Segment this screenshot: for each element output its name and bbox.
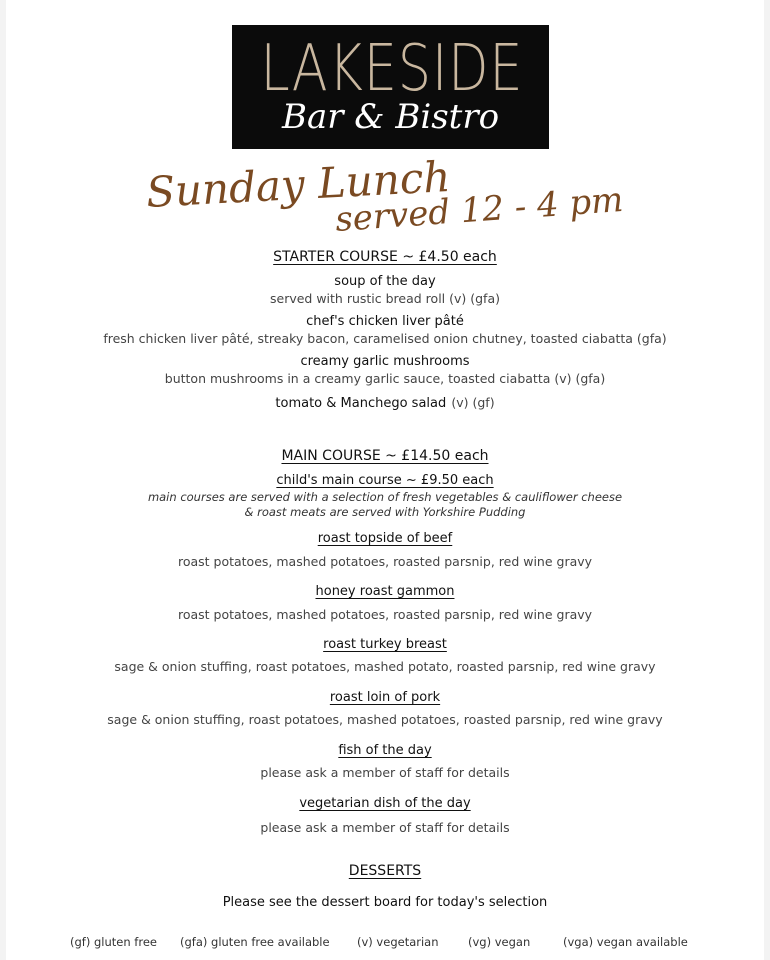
main-item-name: honey roast gammon xyxy=(315,584,455,599)
starter-item-desc: button mushrooms in a creamy garlic sauce, toasted ciabatta (v) (gfa) xyxy=(164,371,606,386)
legend-vegan-available: (vga) vegan available xyxy=(563,935,688,949)
starter-item-tags: (v) (gf) xyxy=(451,395,495,410)
desserts-note: Please see the dessert board for today's selection xyxy=(222,895,548,910)
lakeside-logo xyxy=(232,25,549,149)
title-sunday-lunch: Sunday Lunch xyxy=(144,152,452,217)
starter-item-name: soup of the day xyxy=(334,274,436,289)
main-item-name: vegetarian dish of the day xyxy=(299,796,471,811)
main-item-desc: sage & onion stuffing, roast potatoes, mashed potato, roasted parsnip, red wine gravy xyxy=(114,659,656,674)
main-item-name: roast topside of beef xyxy=(317,531,453,546)
starter-item-row xyxy=(6,393,764,413)
main-course-heading: MAIN COURSE ~ £14.50 each xyxy=(281,448,489,464)
main-item-desc: roast potatoes, mashed potatoes, roasted parsnip, red wine gravy xyxy=(177,554,593,569)
main-item-desc: please ask a member of staff for details xyxy=(260,765,510,780)
starter-item-name: chef's chicken liver pâté xyxy=(306,314,464,329)
desserts-heading: DESSERTS xyxy=(348,863,422,879)
legend-gluten-free-available: (gfa) gluten free available xyxy=(180,935,330,949)
starter-item-desc: fresh chicken liver pâté, streaky bacon, caramelised onion chutney, toasted ciabatta (gfa) xyxy=(103,331,667,346)
main-item-desc: please ask a member of staff for details xyxy=(260,820,510,835)
main-course-note: main courses are served with a selection of fresh vegetables & cauliflower cheese xyxy=(147,490,623,504)
main-item-name: fish of the day xyxy=(338,743,432,758)
legend-vegetarian: (v) vegetarian xyxy=(357,935,439,949)
main-course-note: & roast meats are served with Yorkshire Pudding xyxy=(244,505,526,519)
logo-wordmark: LAKESIDE xyxy=(260,32,524,106)
main-item-desc: sage & onion stuffing, roast potatoes, mashed potatoes, roasted parsnip, red wine gravy xyxy=(107,712,663,727)
starter-course-heading: STARTER COURSE ~ £4.50 each xyxy=(273,249,497,265)
title-served-times: served 12 - 4 pm xyxy=(333,179,625,241)
legend-gluten-free: (gf) gluten free xyxy=(70,935,157,949)
main-item-name: roast loin of pork xyxy=(329,690,441,705)
starter-item-desc: served with rustic bread roll (v) (gfa) xyxy=(270,291,500,306)
legend-vegan: (vg) vegan xyxy=(468,935,531,949)
child-main-course-heading: child's main course ~ £9.50 each xyxy=(276,473,494,488)
logo-script-text: Bar & Bistro xyxy=(281,97,500,137)
starter-item-name: tomato & Manchego salad xyxy=(275,396,447,411)
starter-item-name: creamy garlic mushrooms xyxy=(300,354,470,369)
main-item-name: roast turkey breast xyxy=(323,637,447,652)
main-item-desc: roast potatoes, mashed potatoes, roasted parsnip, red wine gravy xyxy=(177,607,593,622)
